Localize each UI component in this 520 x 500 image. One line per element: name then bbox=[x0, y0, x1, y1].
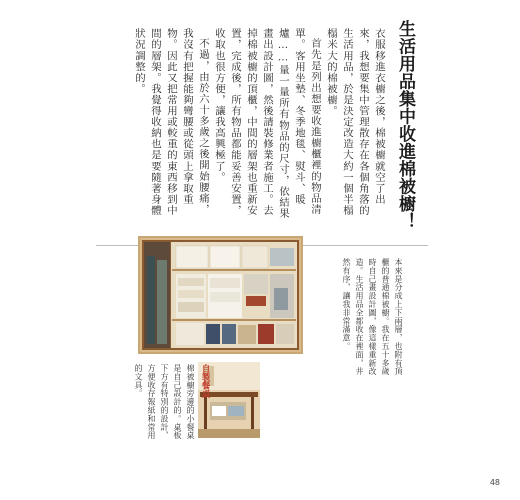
body-line: 畫出設計圖，然後請裝修業者施工。去 bbox=[261, 28, 273, 216]
closet-photo bbox=[138, 236, 303, 354]
body-line: 首先是列出想要收進櫥櫃裡的物品清 bbox=[309, 38, 321, 215]
page-number: 48 bbox=[489, 478, 500, 487]
caption-line: 棉被櫥旁邊的小餐桌 bbox=[186, 364, 195, 440]
body-line: 我沒有把握能夠彎腰或從頭上拿取重 bbox=[181, 28, 193, 205]
body-line: 收取也很方便，讓我高興極了。 bbox=[213, 28, 225, 183]
caption-line: 是自己設計的。桌板 bbox=[173, 364, 182, 440]
body-line: 單。客用坐墊、冬季地毯、熨斗、暖 bbox=[293, 28, 305, 205]
body-line: 狀況調整的。 bbox=[133, 28, 145, 95]
caption-line: 下方有特別的設計， bbox=[160, 364, 169, 440]
caption-line: 造。生活用品全都收在裡面，井 bbox=[355, 258, 364, 376]
body-line: 物。因此又把常用或較重的東西移到中 bbox=[165, 28, 177, 216]
table-caption-heading: 自製餐桌 bbox=[200, 364, 210, 398]
body-line: 置，完成後，所有物品都能妥善安置， bbox=[229, 28, 241, 216]
caption-line: 時自己畫設計圖，像這樣重新改 bbox=[368, 258, 377, 376]
body-line: 爐……量一量所有物品的尺寸，依結果 bbox=[277, 28, 289, 220]
caption-line: 方便收存報紙和常用 bbox=[147, 364, 156, 440]
body-line: 不過，由於六十多歲之後開始腰痛， bbox=[197, 38, 209, 215]
caption-line: 櫃的普通棉被櫥。我在五十多歲 bbox=[381, 258, 390, 376]
page-title: 生活用品集中收進棉被櫥！ bbox=[395, 20, 415, 230]
body-line: 間的層架。我覺得收納也是要隨著身體 bbox=[149, 28, 161, 216]
body-line: 來，我想要集中管理散存在各個角落的 bbox=[357, 28, 369, 216]
body-line: 衣服移進衣櫥之後，棉被櫥就空了出 bbox=[373, 28, 385, 205]
body-line: 榻米大的棉被櫥。 bbox=[325, 28, 337, 117]
caption-line: 本來是分成上下兩層，也附有頂 bbox=[394, 258, 403, 376]
caption-line: 然有序，讓我非常滿意。 bbox=[342, 258, 351, 351]
body-line: 生活用品，於是決定改造大約一個半榻 bbox=[341, 28, 353, 216]
body-line: 掉棉被櫥的頂櫃，中間的層架也重新安 bbox=[245, 28, 257, 216]
caption-line: 的文具。 bbox=[134, 364, 143, 398]
